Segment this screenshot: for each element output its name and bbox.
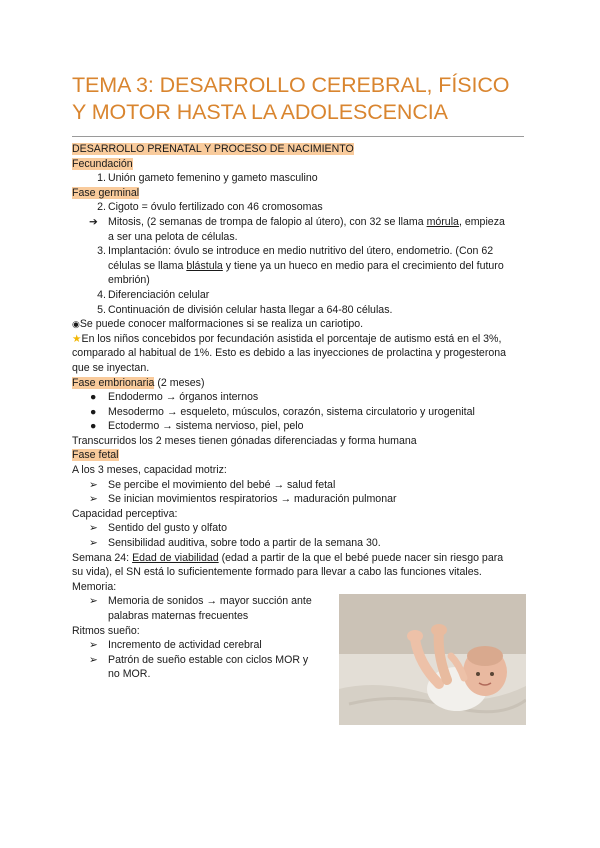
paragraph: Transcurridos los 2 meses tienen gónadas diferenciadas y forma humana [72,434,417,447]
term-morula: mórula [426,215,459,228]
list-item: 5. Continuación de división celular hasta llegar a 64-80 células. [97,303,393,316]
eye-icon: ◉ [72,319,80,330]
term-edad-viabilidad: Edad de viabilidad [132,551,219,564]
list-item: ➢ Incremento de actividad cerebral [89,639,262,652]
arrowhead-bullet-icon: ➢ [89,639,98,652]
list-item: ➢ Se inician movimientos respiratorios → maduración pulmonar [89,493,397,506]
title-line-1: TEMA 3: DESARROLLO CEREBRAL, FÍSICO [72,73,510,97]
note-star-continuation: comparado al habitual de 1%. Esto es debido a las inyecciones de prolactina y progesterona [72,347,507,360]
star-icon: ★ [72,332,82,345]
baby-illustration [339,594,526,725]
bullet-icon: ● [90,391,97,404]
page-title [72,72,542,126]
list-item: 4. Diferenciación celular [97,288,210,301]
list-item: ➢ Se percibe el movimiento del bebé → salud fetal [89,478,336,491]
list-item: ➢ Memoria de sonidos → mayor succión ante [89,595,312,608]
arrowhead-bullet-icon: ➢ [89,493,98,506]
paragraph: Memoria: [72,580,117,593]
paragraph: Semana 24: Edad de viabilidad (edad a partir de la que el bebé puede nacer sin riesgo para [72,551,504,564]
list-item: ● Mesodermo → esqueleto, músculos, corazón, sistema circulatorio y urogenital [90,405,475,418]
list-item: ➔ Mitosis, (2 semanas de trompa de falopio al útero), con 32 se llama mórula, empieza [89,215,505,228]
arrowhead-bullet-icon: ➢ [89,478,98,491]
list-item: 3. Implantación: óvulo se introduce en medio nutritivo del útero, endometrio. (Con 62 [97,245,494,258]
note-star-continuation: que se inyectan. [72,361,150,374]
document-body: DESARROLLO PRENATAL Y PROCESO DE NACIMIENTO Fecundación 1. Unión gameto femenino y gameto masculino Fase germinal 2. Cigoto = óvulo fertilizado con 46 cromosomas ➔ Mitosis, (2 semanas de trompa de falopio al útero), con 32 se llama mórula, empieza a ser una pelota de células. 3. Implantación: óvulo se introduce en medio nutritivo del útero, endometrio. (Con 62 células se llama blástula y tiene ya un hueco en medio para el crecimiento del futuro embrión) 4. Diferenciación celular 5. Continuación de división celular hasta llegar a 64-80 células. ◉Se puede conocer malformaciones si se realiza un cariotipo. ★En los niños concebidos por fecundación asistida el porcentaje de autismo está en el 3%, comparado al habitual de 1%. Esto es debido a las inyecciones de prolactina y progesterona que se inyectan. Fase embrionaria (2 meses) ● Endodermo → órganos internos ● Mesodermo → esqueleto, músculos, corazón, sistema circulatorio y urogenital ● Ectodermo → sistema nervioso, piel, pelo Transcurridos los 2 meses tienen gónadas diferenciadas y forma humana Fase fetal A los 3 meses, capacidad motriz: ➢ Se percibe el movimiento del bebé → salud fetal ➢ Se inician movimientos respiratorios → maduración pulmonar Capacidad perceptiva: ➢ Sentido del gusto y olfato ➢ Sensibilidad auditiva, sobre todo a partir de la semana 30. Semana 24: Edad de viabilidad (edad a partir de la que el bebé puede nacer sin riesgo para su vida), el SN está lo suficientemente formado para llevar a cabo las funciones vitales. Memoria: ➢ Memoria de sonidos → mayor succión ante palabras maternas frecuentes Ritmos sueño: ➢ Incremento de actividad cerebral ➢ Patrón de sueño estable con ciclos MOR y no MOR. [72,142,532,682]
term-blastula: blástula [186,259,223,272]
list-item: 2. Cigoto = óvulo fertilizado con 46 cromosomas [97,201,323,214]
fase-germinal-label: Fase germinal [72,186,140,199]
paragraph-continuation: su vida), el SN está lo suficientemente formado para llevar a cabo las funciones vitales. [72,566,482,579]
bullet-icon: ● [90,420,97,433]
arrowhead-bullet-icon: ➢ [89,537,98,550]
list-item-continuation: a ser una pelota de células. [108,230,238,243]
note-cariotipo: ◉Se puede conocer malformaciones si se realiza un cariotipo. [72,318,364,331]
title-divider [72,136,524,137]
fase-embrionaria-label: Fase embrionaria [72,376,155,389]
list-item-continuation: células se llama blástula y tiene ya un hueco en medio para el crecimiento del futuro [108,259,504,272]
paragraph: A los 3 meses, capacidad motriz: [72,464,227,477]
list-item: ➢ Sentido del gusto y olfato [89,522,227,535]
list-item: ● Endodermo → órganos internos [90,391,259,404]
list-item: ➢ Sensibilidad auditiva, sobre todo a partir de la semana 30. [89,537,381,550]
fase-fetal-label: Fase fetal [72,449,119,462]
bullet-icon: ● [90,405,97,418]
arrow-bullet-icon: ➔ [89,215,98,228]
arrowhead-bullet-icon: ➢ [89,595,98,608]
fecundacion-label: Fecundación [72,157,133,170]
list-item: ● Ectodermo → sistema nervioso, piel, pelo [90,420,304,433]
title-line-2: Y MOTOR HASTA LA ADOLESCENCIA [72,100,448,124]
list-item: 1. Unión gameto femenino y gameto masculino [97,172,318,185]
section-heading: DESARROLLO PRENATAL Y PROCESO DE NACIMIENTO [72,143,354,155]
list-item-continuation: palabras maternas frecuentes [108,610,249,622]
list-item: ➢ Patrón de sueño estable con ciclos MOR y [89,653,309,666]
paragraph: Capacidad perceptiva: [72,507,178,520]
list-item-continuation: no MOR. [108,668,151,681]
list-item-continuation: embrión) [108,274,150,287]
arrowhead-bullet-icon: ➢ [89,653,98,666]
paragraph: Ritmos sueño: [72,624,140,637]
baby-photo [339,594,526,725]
arrowhead-bullet-icon: ➢ [89,522,98,535]
note-star: ★En los niños concebidos por fecundación asistida el porcentaje de autismo está en el 3%, [72,332,502,345]
